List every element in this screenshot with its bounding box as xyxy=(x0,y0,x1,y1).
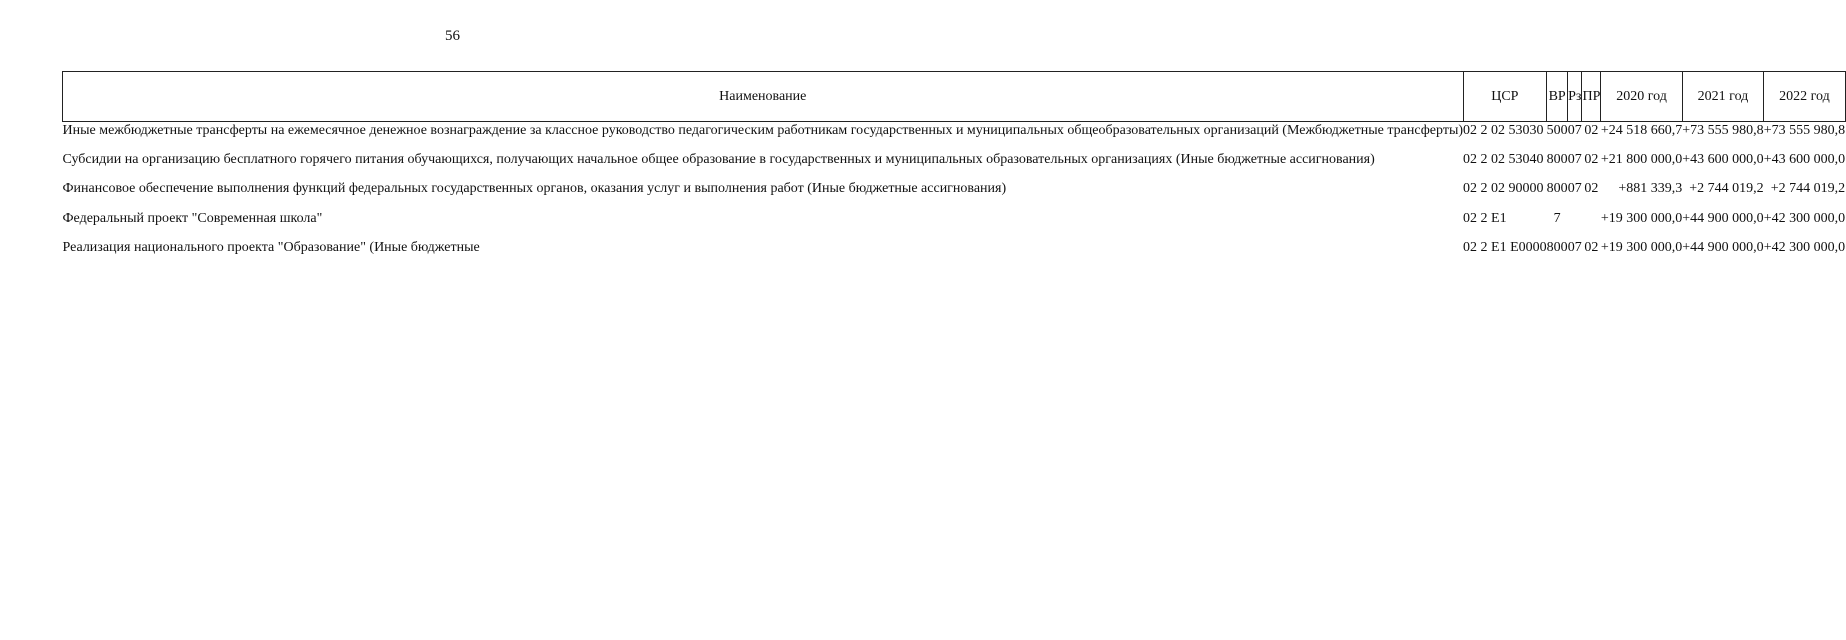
row-csr: 02 2 E1 xyxy=(1463,210,1507,226)
row-vr: 500 xyxy=(1546,123,1568,138)
row-csr: 02 2 02 53040 xyxy=(1463,152,1544,168)
row-name: Субсидии на организацию бесплатного горячего питания обучающихся, получающих начальное общее образование в государственных и муниципальных образовательных организациях (Иные бюджетные ассигнования) xyxy=(62,152,1375,168)
budget-table xyxy=(62,71,1846,280)
header-name: Наименование xyxy=(63,72,1464,122)
row-name: Финансовое обеспечение выполнения функций федеральных государственных органов, оказания услуг и выполнения работ (Иные бюджетные ассигнования) xyxy=(62,181,1007,197)
row-2021: +43 600 000,0 xyxy=(1682,152,1764,168)
table-row xyxy=(63,180,1846,197)
table-row xyxy=(63,151,1846,168)
row-vr: 7 xyxy=(1553,210,1561,226)
row-2020: +881 339,3 xyxy=(1618,181,1683,197)
row-2020: +21 800 000,0 xyxy=(1600,152,1683,168)
row-pr: 02 xyxy=(1584,152,1599,168)
row-2021: +73 555 980,8 xyxy=(1682,123,1764,138)
header-pr: ПР xyxy=(1582,72,1601,122)
row-spacer xyxy=(63,227,1846,239)
table-row xyxy=(63,239,1846,280)
row-pr: 02 xyxy=(1584,181,1599,197)
row-2021: +44 900 000,0 xyxy=(1682,210,1764,226)
row-pr: 02 xyxy=(1584,239,1599,255)
row-2022: +43 600 000,0 xyxy=(1763,152,1846,168)
row-2020: +19 300 000,0 xyxy=(1600,239,1683,255)
row-name: Иные межбюджетные трансферты на ежемесячное денежное вознаграждение за классное руководство педагогическим работникам государственных и муниципальных общеобразовательных организаций (Межбюджетные трансферты) xyxy=(62,123,1464,138)
row-2022: +2 744 019,2 xyxy=(1770,181,1846,197)
row-2020: +19 300 000,0 xyxy=(1600,210,1683,226)
row-name: Федеральный проект "Современная школа" xyxy=(62,210,323,226)
header-2020: 2020 год xyxy=(1601,72,1682,122)
row-spacer xyxy=(63,198,1846,210)
row-rz: 07 xyxy=(1567,123,1582,138)
row-csr: 02 2 02 53030 xyxy=(1463,123,1544,138)
header-2021: 2021 год xyxy=(1682,72,1763,122)
row-pr xyxy=(1582,210,1601,227)
row-rz xyxy=(1568,210,1582,227)
row-vr: 800 xyxy=(1546,152,1568,168)
header-csr: ЦСР xyxy=(1463,72,1547,122)
row-pr: 02 xyxy=(1584,123,1599,138)
row-2022: +42 300 000,0 xyxy=(1763,210,1846,226)
row-vr: 800 xyxy=(1546,181,1568,197)
row-spacer xyxy=(63,168,1846,180)
row-rz: 07 xyxy=(1567,239,1582,255)
row-2021: +44 900 000,0 xyxy=(1682,239,1764,255)
row-rz: 07 xyxy=(1567,152,1582,168)
header-vr: ВР xyxy=(1547,72,1568,122)
row-2022: +73 555 980,8 xyxy=(1763,123,1846,138)
row-vr: 800 xyxy=(1546,239,1568,255)
row-spacer xyxy=(63,139,1846,151)
row-csr: 02 2 E1 E0000 xyxy=(1463,239,1547,255)
row-2022: +42 300 000,0 xyxy=(1763,239,1846,255)
header-2022: 2022 год xyxy=(1764,72,1845,122)
row-rz: 07 xyxy=(1567,181,1582,197)
header-rz: Рз xyxy=(1568,72,1582,122)
table-row xyxy=(63,122,1846,140)
header-row xyxy=(63,72,1846,122)
row-name: Реализация национального проекта "Образование" (Иные бюджетные xyxy=(62,239,480,255)
page-number: 56 xyxy=(445,28,460,44)
table-row xyxy=(63,210,1846,227)
row-2020: +24 518 660,7 xyxy=(1600,123,1683,138)
row-csr: 02 2 02 90000 xyxy=(1463,181,1544,197)
row-2021: +2 744 019,2 xyxy=(1689,181,1764,197)
